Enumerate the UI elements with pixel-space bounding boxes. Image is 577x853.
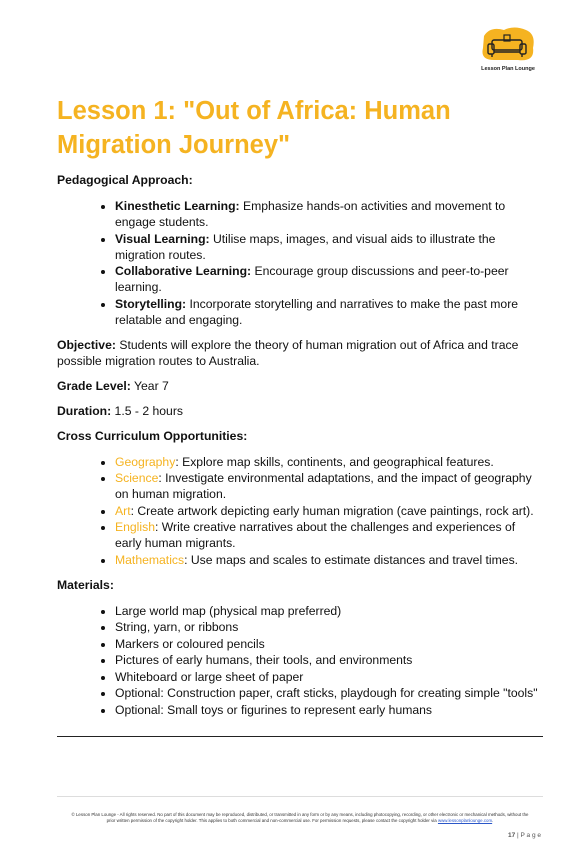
footer-link[interactable]: www.lessonplanlounge.com	[437, 818, 493, 823]
lesson-content	[57, 172, 542, 718]
duration: Duration: 1.5 - 2 hours	[57, 403, 183, 418]
list-item: • Art: Create artwork depicting early human migration (cave paintings, rock art).	[115, 503, 542, 519]
list-item: • Markers or coloured pencils	[115, 636, 542, 652]
copyright-footer: © Lesson Plan Lounge - All rights reserved. No part of this document may be reproduced, distributed, or transmitted in any form or by any means, including photocopying, recording, or other electronic or mechanical methods, without the prior written permission of the copyright holder. This applies to both commercial and non-commercial use. For permission requests, please contact the copyright holder via www.lessonplanlounge.com.	[71, 812, 529, 823]
list-item: • Collaborative Learning: Encourage group discussions and peer-to-peer learning.	[115, 263, 542, 295]
grade-level: Grade Level: Year 7	[57, 378, 169, 393]
list-item: • Optional: Construction paper, craft sticks, playdough for creating simple "tools"	[115, 685, 542, 701]
footer-text: © Lesson Plan Lounge - All rights reserved. No part of this document may be reproduced, distributed, or transmitted in any form or by any means, including photocopying, recording, or other electronic or mechanical methods, without the prior written permission of the copyright holder. This applies to both commercial and non-commercial use. For permission requests, please contact the copyright holder via	[71, 812, 529, 823]
logo-text: Lesson Plan Lounge	[481, 66, 535, 72]
pedagogical-heading: Pedagogical Approach:	[57, 173, 193, 187]
lounge-sofa-icon	[480, 26, 536, 64]
section-divider	[57, 736, 543, 737]
logo	[476, 26, 540, 78]
list-item: • Kinesthetic Learning: Emphasize hands-on activities and movement to engage students.	[115, 198, 542, 230]
footer-divider	[57, 796, 543, 797]
list-item: • Storytelling: Incorporate storytelling and narratives to make the past more relatable and engaging.	[115, 296, 542, 328]
list-item: • Science: Investigate environmental adaptations, and the impact of geography on human migration.	[115, 470, 542, 502]
materials-heading: Materials:	[57, 577, 114, 592]
cross-curriculum-list	[57, 454, 542, 568]
list-item: • Geography: Explore map skills, continents, and geographical features.	[115, 454, 542, 470]
list-item: • Whiteboard or large sheet of paper	[115, 669, 542, 685]
list-item: • Visual Learning: Utilise maps, images, and visual aids to illustrate the migration routes.	[115, 231, 542, 263]
page-number: 17 | P a g e	[507, 832, 541, 839]
list-item: • Optional: Small toys or figurines to represent early humans	[115, 702, 542, 718]
lesson-title: Lesson 1: "Out of Africa: Human Migration Journey"	[57, 97, 451, 159]
list-item: • Mathematics: Use maps and scales to estimate distances and travel times.	[115, 552, 542, 568]
list-item: • String, yarn, or ribbons	[115, 619, 542, 635]
list-item: • English: Write creative narratives about the challenges and experiences of early human migrants.	[115, 519, 542, 551]
objective: Objective: Students will explore the theory of human migration out of Africa and trace possible migration routes to Australia.	[57, 337, 519, 368]
list-item: • Pictures of early humans, their tools, and environments	[115, 652, 542, 668]
materials-list	[57, 603, 542, 718]
list-item: • Large world map (physical map preferred)	[115, 603, 542, 619]
cross-curriculum-heading: Cross Curriculum Opportunities:	[57, 428, 248, 443]
pedagogical-list	[57, 198, 542, 328]
